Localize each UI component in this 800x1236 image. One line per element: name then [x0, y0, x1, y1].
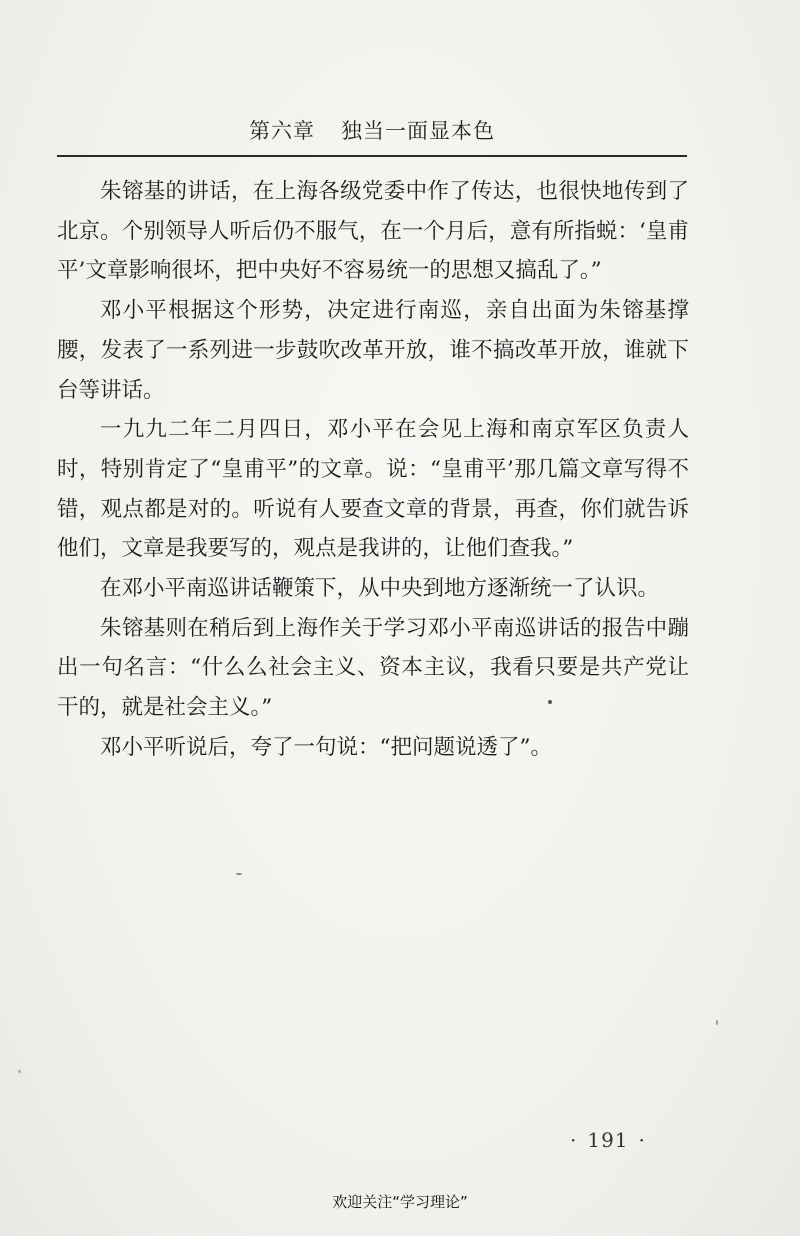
page-folio: [560, 1128, 656, 1152]
chapter-number: 第六章: [249, 119, 315, 143]
folio-dot: ·: [638, 1128, 646, 1152]
scan-speck: [236, 873, 242, 875]
body-text: [57, 172, 689, 768]
paragraph: 邓小平听说后，夸了一句说：“把问题说透了”。: [100, 734, 552, 760]
folio-dot: ·: [570, 1128, 578, 1152]
paragraph: 邓小平根据这个形势，决定进行南巡，亲自出面为朱镕基撑腰，发表了一系列进一步鼓吹改革开放，谁不搞改革开放，谁就下台等讲话。: [57, 298, 689, 403]
header-rule: [57, 155, 687, 157]
paragraph: 朱镕基则在稍后到上海作关于学习邓小平南巡讲话的报告中蹦出一句名言：“什么么社会主义、资本主议，我看只要是共产党让干的，就是社会主义。”: [57, 615, 689, 721]
paragraph: 朱镕基的讲话，在上海各级党委中作了传达，也很快地传到了北京。个别领导人听后仍不服气，在一个月后，意有所指蜕：‘皇甫平’文章影响很坏，把中央好不容易统一的思想又搞乱了。”: [57, 179, 689, 284]
paragraph: 一九九二年二月四日，邓小平在会见上海和南京军区负责人时，特别肯定了“皇甫平”的文章。说：“皇甫平’那几篇文章写得不错，观点都是对的。听说有人要查文章的背景，再查，你们就告诉他们，文章是我要写的，观点是我讲的，让他们查我。”: [57, 417, 689, 562]
footer-note: 欢迎关注“学习理论”: [332, 1193, 468, 1211]
scan-speck: [548, 700, 552, 704]
chapter-title: 独当一面显本色: [341, 119, 495, 143]
scan-speck: [18, 1070, 21, 1073]
scan-speck: [716, 1020, 718, 1025]
page-number: 191: [587, 1128, 629, 1152]
paragraph: 在邓小平南巡讲话鞭策下，从中央到地方逐渐统一了认识。: [100, 576, 660, 602]
running-head: [0, 115, 744, 145]
